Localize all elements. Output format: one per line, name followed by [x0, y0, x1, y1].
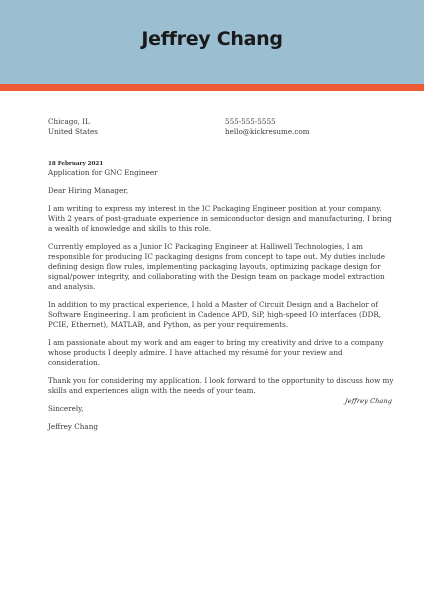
- applicant-name: Jeffrey Chang: [141, 28, 283, 50]
- body-paragraph: In addition to my practical experience, I hold a Master of Circuit Design and a Bachelor of Software Engineering. I am proficient in Cadence APD, SiP, high-speed IO interfaces (DDR, PCIE, Ethernet), MATLAB, and Python, as per your requirements.: [48, 300, 382, 329]
- accent-divider: [0, 84, 424, 91]
- contact-details: [225, 117, 310, 137]
- letter-date: 18 February 2021: [48, 161, 104, 167]
- body-paragraph: I am writing to express my interest in the IC Packaging Engineer position at your company. With 2 years of post-graduate experience in semiconductor design and manufacturing, I bring a wealth of knowledge and skills to this role.: [48, 204, 392, 233]
- body-paragraph: I am passionate about my work and am eager to bring my creativity and drive to a company whose products I deeply admire. I have attached my résumé for your review and consideration.: [48, 338, 384, 367]
- contact-city: Chicago, IL: [48, 117, 90, 126]
- handwritten-signature: Jeffrey Chang: [344, 397, 393, 405]
- closing-name: Jeffrey Chang: [48, 422, 98, 431]
- contact-address: [48, 117, 98, 137]
- contact-email: hello@kickresume.com: [225, 127, 310, 136]
- header-banner: [0, 0, 424, 84]
- body-paragraph: Thank you for considering my application. I look forward to the opportunity to discuss how my skills and experiences align with the needs of your team.: [48, 376, 394, 395]
- body-paragraph: Currently employed as a Junior IC Packaging Engineer at Halliwell Technologies, I am responsible for producing IC packaging designs from concept to tape out. My duties include defining design flow rules, implementing packaging layouts, optimizing package design for signal/power integrity, and collaborating with the Design team on package model extraction and analysis.: [48, 242, 386, 291]
- letter-subject: Application for GNC Engineer: [48, 168, 158, 177]
- contact-phone: 555-555-5555: [225, 117, 276, 126]
- contact-country: United States: [48, 127, 98, 136]
- closing: Sincerely,: [48, 404, 84, 413]
- salutation: Dear Hiring Manager,: [48, 186, 129, 195]
